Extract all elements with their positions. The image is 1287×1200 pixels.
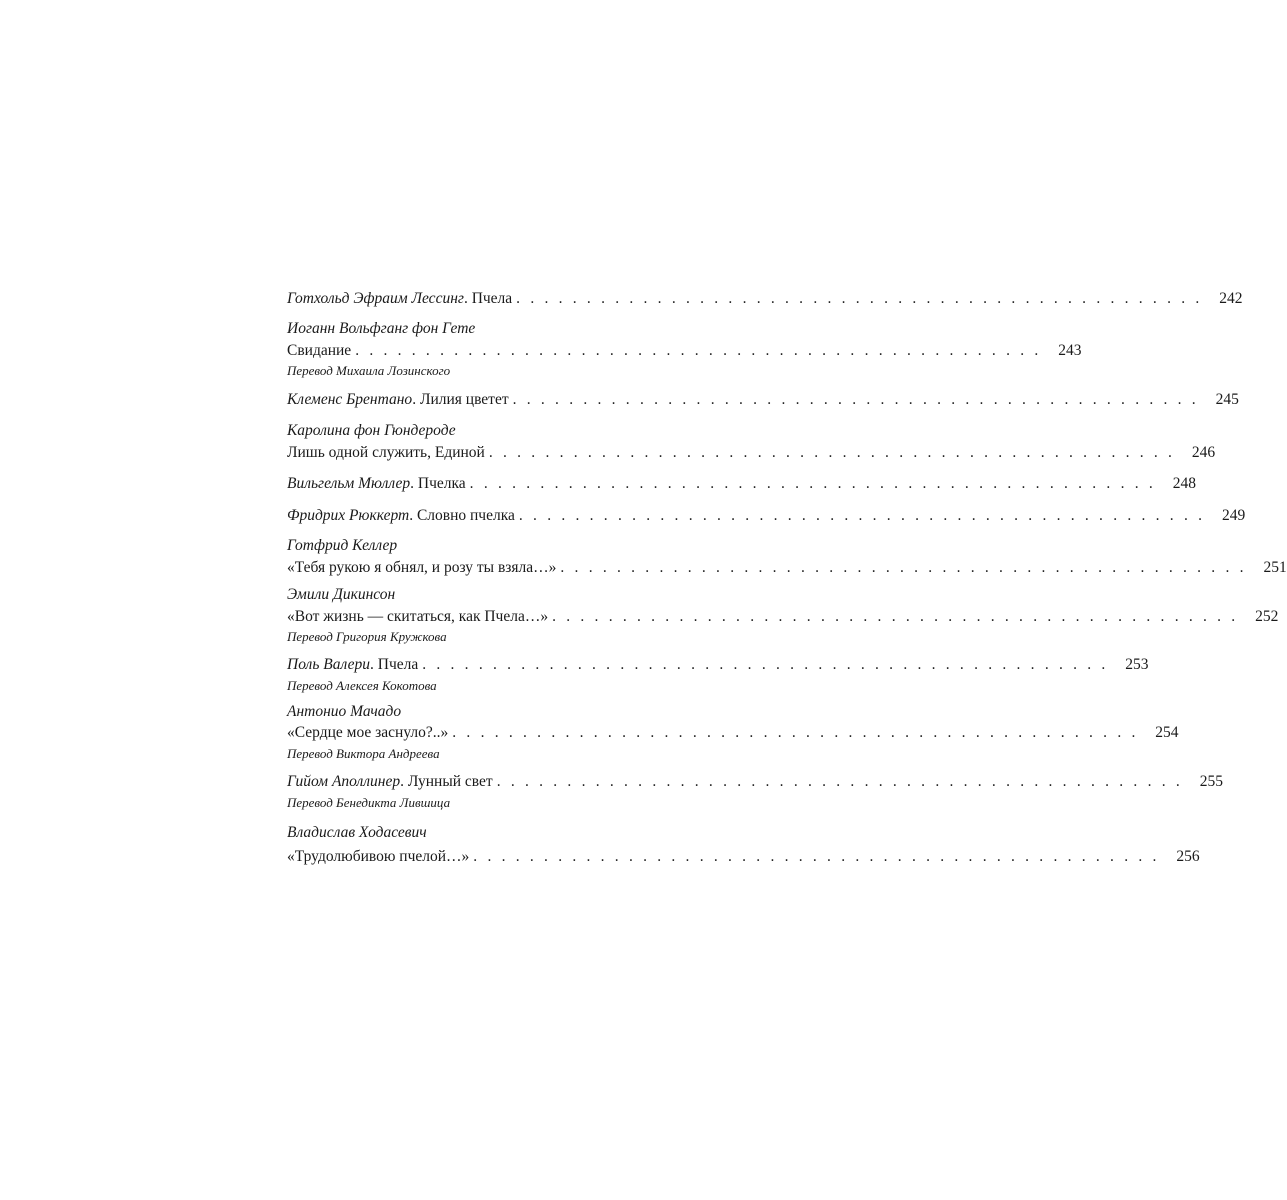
toc-entry: [287, 288, 1243, 310]
toc-page-number: 252: [1255, 608, 1279, 625]
toc-leader-dots: . . . . . . . . . . . . . . . . . . . . . . . . . . . . . . . . . . . . . . . . . . . . . . . . .: [512, 391, 1199, 408]
toc-author: Готхольд Эфраим Лессинг: [287, 290, 464, 307]
toc-author-line: Антонио Мачадо: [287, 703, 402, 720]
toc-title: . Пчела: [370, 656, 419, 673]
toc-author: Фридрих Рюккерт: [287, 507, 410, 524]
toc-page-number: 248: [1172, 475, 1196, 492]
toc-entry: [287, 846, 1200, 868]
toc-author-line: Эмили Дикинсон: [287, 586, 396, 603]
toc-leader-dots: . . . . . . . . . . . . . . . . . . . . . . . . . . . . . . . . . . . . . . . . . . . . . . . . .: [469, 475, 1156, 492]
toc-title: . Лунный свет: [400, 773, 493, 790]
toc-leader-dots: . . . . . . . . . . . . . . . . . . . . . . . . . . . . . . . . . . . . . . . . . . . . . . . . .: [355, 342, 1042, 359]
toc-title: . Лилия цветет: [412, 391, 509, 408]
toc-page-number: 256: [1176, 848, 1200, 865]
toc-entry: [287, 442, 1216, 464]
toc-translator: Перевод Григория Кружкова: [287, 629, 447, 644]
toc-entry: [287, 771, 1223, 793]
toc-entry: [287, 340, 1082, 362]
toc-page-number: 242: [1219, 290, 1243, 307]
toc-leader-dots: . . . . . . . . . . . . . . . . . . . . . . . . . . . . . . . . . . . . . . . . . . . . . . . . .: [516, 290, 1203, 307]
toc-page-number: 255: [1199, 773, 1223, 790]
toc-author: Клеменс Брентано: [287, 391, 413, 408]
toc-leader-dots: . . . . . . . . . . . . . . . . . . . . . . . . . . . . . . . . . . . . . . . . . . . . . . . . .: [518, 507, 1206, 524]
toc-title: . Словно пчелка: [409, 507, 515, 524]
toc-entry: [287, 557, 1287, 579]
toc-leader-dots: . . . . . . . . . . . . . . . . . . . . . . . . . . . . . . . . . . . . . . . . . . . . . . . . .: [452, 724, 1139, 741]
toc-page-number: 253: [1125, 656, 1149, 673]
toc-leader-dots: . . . . . . . . . . . . . . . . . . . . . . . . . . . . . . . . . . . . . . . . . . . . . . . . .: [473, 848, 1160, 865]
toc-translator: Перевод Виктора Андреева: [287, 746, 440, 761]
toc-translator: Перевод Бенедикта Лившица: [287, 795, 451, 810]
toc-translator: Перевод Михаила Лозинского: [287, 363, 451, 378]
toc-title: «Тебя рукою я обнял, и розу ты взяла…»: [287, 559, 557, 576]
toc-leader-dots: . . . . . . . . . . . . . . . . . . . . . . . . . . . . . . . . . . . . . . . . . . . . . . . . .: [422, 656, 1109, 673]
toc-author: Вильгельм Мюллер: [287, 475, 411, 492]
toc-author: Поль Валери: [287, 656, 370, 673]
toc-entry: [287, 722, 1179, 744]
toc-title: «Сердце мое заснуло?..»: [287, 724, 449, 741]
toc-entry: [287, 654, 1149, 676]
toc-title: «Вот жизнь — скитаться, как Пчела…»: [287, 608, 549, 625]
toc-title: . Пчела: [463, 290, 513, 307]
toc-title: Свидание: [287, 342, 352, 359]
toc-leader-dots: . . . . . . . . . . . . . . . . . . . . . . . . . . . . . . . . . . . . . . . . . . . . . . . . .: [560, 559, 1247, 576]
toc-entry: [287, 505, 1246, 527]
toc-author: Гийом Аполлинер: [287, 773, 401, 790]
toc-title: «Трудолюбивою пчелой…»: [287, 848, 470, 865]
toc-author-line: Каролина фон Гюндероде: [287, 422, 456, 439]
toc-author-line: Иоганн Вольфганг фон Гете: [287, 320, 476, 337]
toc-page-number: 246: [1191, 444, 1216, 461]
toc-page-number: 251: [1263, 559, 1287, 576]
toc-translator: Перевод Алексея Кокотова: [287, 678, 437, 693]
toc-leader-dots: . . . . . . . . . . . . . . . . . . . . . . . . . . . . . . . . . . . . . . . . . . . . . . . . .: [496, 773, 1183, 790]
toc-leader-dots: . . . . . . . . . . . . . . . . . . . . . . . . . . . . . . . . . . . . . . . . . . . . . . . . .: [552, 608, 1239, 625]
toc-page-number: 254: [1155, 724, 1179, 741]
toc-leader-dots: . . . . . . . . . . . . . . . . . . . . . . . . . . . . . . . . . . . . . . . . . . . . . . . . .: [488, 444, 1176, 461]
toc-entry: [287, 606, 1279, 628]
toc-page-number: 245: [1215, 391, 1239, 408]
toc-title: . Пчелка: [410, 475, 466, 492]
toc-author-line: Готфрид Келлер: [287, 537, 398, 554]
toc-entry: [287, 389, 1239, 411]
toc-author-line: Владислав Ходасевич: [287, 824, 427, 841]
toc-title: Лишь одной служить, Единой: [287, 444, 485, 461]
toc-entry: [287, 473, 1196, 495]
toc-page-number: 243: [1058, 342, 1082, 359]
toc-page-number: 249: [1221, 507, 1246, 524]
